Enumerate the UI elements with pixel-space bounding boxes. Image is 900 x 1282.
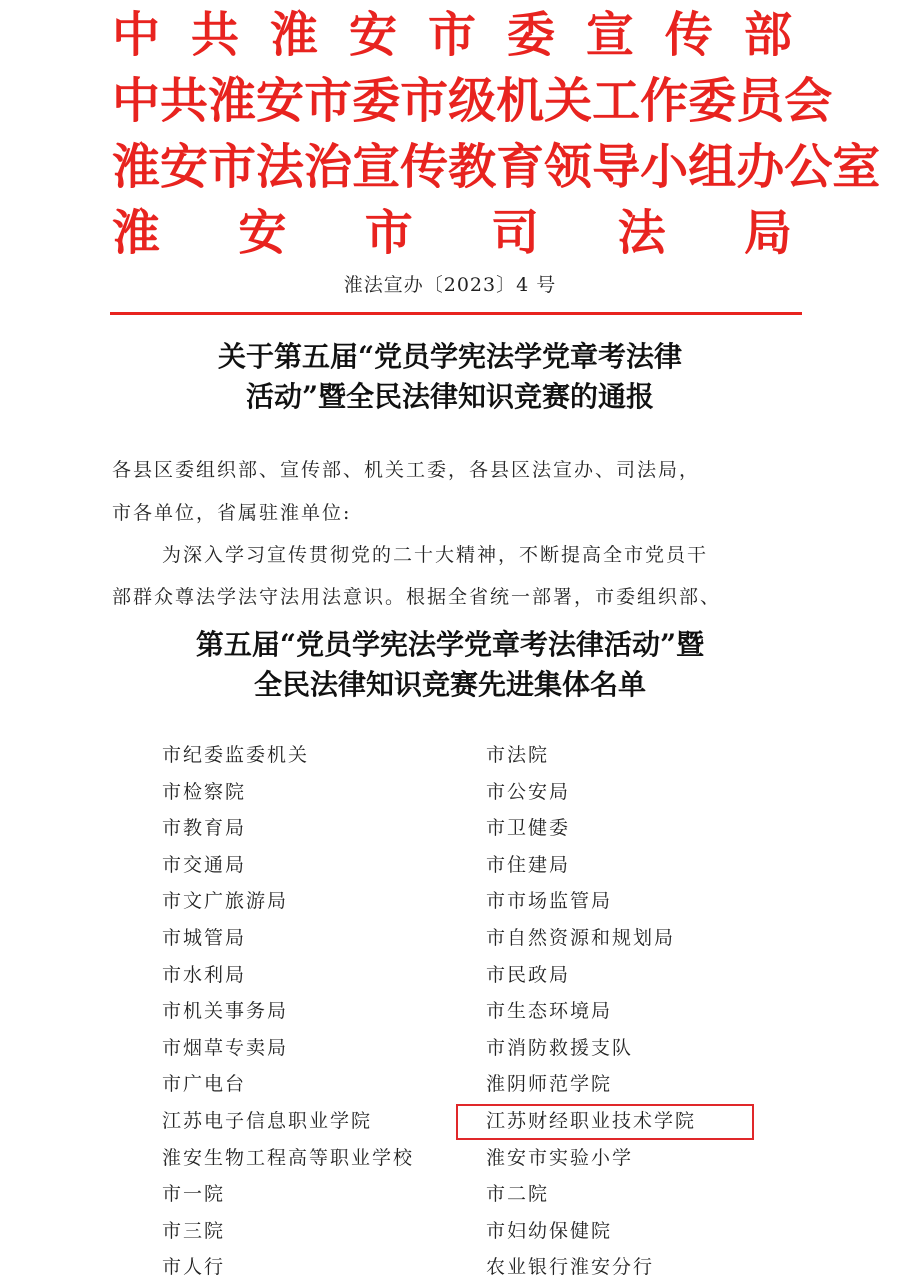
issuer-char: 组	[688, 139, 737, 195]
org-item-left: 市机关事务局	[162, 1000, 289, 1023]
org-item-right: 市住建局	[486, 853, 571, 876]
body-paragraph-line-2: 部群众尊法学法守法用法意识。根据全省统一部署，市委组织部、	[112, 586, 722, 608]
issuer-char: 小	[640, 139, 689, 195]
issuer-char: 中	[112, 73, 161, 129]
issuer-char: 会	[784, 73, 833, 129]
issuer-char: 共	[160, 73, 209, 129]
org-item-right: 淮安市实验小学	[486, 1146, 634, 1169]
issuer-organs-work-committee	[112, 72, 833, 130]
org-item-left: 市人行	[162, 1256, 226, 1279]
issuer-char: 委	[688, 73, 737, 129]
org-item-left: 市文广旅游局	[162, 890, 289, 913]
org-item-left: 江苏电子信息职业学院	[162, 1110, 373, 1132]
issuer-char: 法	[256, 139, 305, 195]
issuer-char: 中	[112, 7, 161, 63]
recipients-line-2: 市各单位，省属驻淮单位:	[112, 502, 352, 524]
org-item-left: 市交通局	[162, 853, 247, 876]
issuer-char: 治	[304, 139, 353, 195]
org-item-left: 淮安生物工程高等职业学校	[162, 1146, 415, 1169]
document-number: 淮法宣办〔2023〕4 号	[343, 274, 557, 296]
issuer-char: 安	[238, 205, 287, 261]
issuer-char: 委	[506, 7, 555, 63]
org-item-right: 江苏财经职业技术学院	[486, 1110, 697, 1132]
issuer-char: 局	[743, 205, 792, 261]
issuer-char: 市	[400, 73, 449, 129]
org-item-left: 市检察院	[162, 780, 247, 803]
issuer-law-education-office	[112, 138, 881, 196]
org-item-left: 市水利局	[162, 963, 247, 986]
issuer-char: 安	[256, 73, 305, 129]
org-item-right: 市二院	[486, 1183, 550, 1206]
highlight-box	[456, 1104, 754, 1140]
org-item-right: 市妇幼保健院	[486, 1219, 613, 1242]
org-item-right: 市公安局	[486, 780, 571, 803]
list-title-line-2: 全民法律知识竞赛先进集体名单	[253, 668, 646, 701]
org-item-left: 市城管局	[162, 927, 247, 949]
issuer-char: 淮	[112, 205, 161, 261]
org-item-right: 市消防救援支队	[486, 1036, 634, 1059]
org-item-right: 市法院	[486, 744, 550, 766]
issuer-char: 级	[448, 73, 497, 129]
org-item-left: 市广电台	[162, 1073, 247, 1096]
issuer-char: 公	[784, 139, 833, 195]
issuer-char: 宣	[352, 139, 401, 195]
body-paragraph-line-1: 为深入学习宣传贯彻党的二十大精神，不断提高全市党员干	[162, 544, 709, 566]
issuer-char: 部	[743, 7, 792, 63]
issuer-char: 安	[348, 7, 397, 63]
issuer-char: 工	[592, 73, 641, 129]
org-item-left: 市纪委监委机关	[162, 744, 310, 766]
notice-title-line-1: 关于第五届“党员学宪法学党章考法律	[217, 340, 683, 373]
recipients-line-1: 各县区委组织部、宣传部、机关工委，各县区法宣办、司法局，	[112, 459, 701, 481]
org-item-right: 淮阴师范学院	[486, 1073, 613, 1096]
issuer-char: 市	[208, 139, 257, 195]
org-item-right: 市自然资源和规划局	[486, 927, 676, 949]
issuer-char: 机	[496, 73, 545, 129]
issuer-char: 共	[190, 7, 239, 63]
issuer-char: 教	[448, 139, 497, 195]
issuer-char: 传	[400, 139, 449, 195]
issuer-justice-bureau	[112, 204, 792, 262]
issuer-char: 法	[617, 205, 666, 261]
org-item-right: 市卫健委	[486, 817, 571, 840]
issuer-char: 作	[640, 73, 689, 129]
issuer-char: 室	[832, 139, 881, 195]
org-item-right: 市市场监管局	[486, 890, 613, 913]
org-item-right: 市民政局	[486, 963, 571, 986]
issuer-char: 委	[352, 73, 401, 129]
issuer-char: 导	[592, 139, 641, 195]
list-title-line-1: 第五届“党员学宪法学党章考法律活动”暨	[195, 628, 705, 661]
issuer-char: 司	[491, 205, 540, 261]
org-item-left: 市烟草专卖局	[162, 1036, 289, 1059]
issuer-char: 市	[364, 205, 413, 261]
notice-title-line-2: 活动”暨全民法律知识竞赛的通报	[245, 380, 655, 413]
issuer-char: 关	[544, 73, 593, 129]
issuer-propaganda-dept	[112, 6, 792, 64]
issuer-char: 员	[736, 73, 785, 129]
issuer-char: 安	[160, 139, 209, 195]
org-item-right: 市生态环境局	[486, 1000, 613, 1023]
org-item-left: 市教育局	[162, 817, 247, 840]
issuer-char: 领	[544, 139, 593, 195]
issuer-char: 传	[664, 7, 713, 63]
issuer-char: 市	[304, 73, 353, 129]
issuer-char: 淮	[269, 7, 318, 63]
issuer-char: 宣	[585, 7, 634, 63]
issuer-char: 淮	[112, 139, 161, 195]
org-item-right: 农业银行淮安分行	[486, 1256, 655, 1279]
issuer-char: 办	[736, 139, 785, 195]
org-item-left: 市三院	[162, 1219, 226, 1242]
issuer-char: 市	[427, 7, 476, 63]
red-divider	[110, 312, 802, 315]
org-item-left: 市一院	[162, 1183, 226, 1206]
issuer-char: 育	[496, 139, 545, 195]
issuer-char: 淮	[208, 73, 257, 129]
